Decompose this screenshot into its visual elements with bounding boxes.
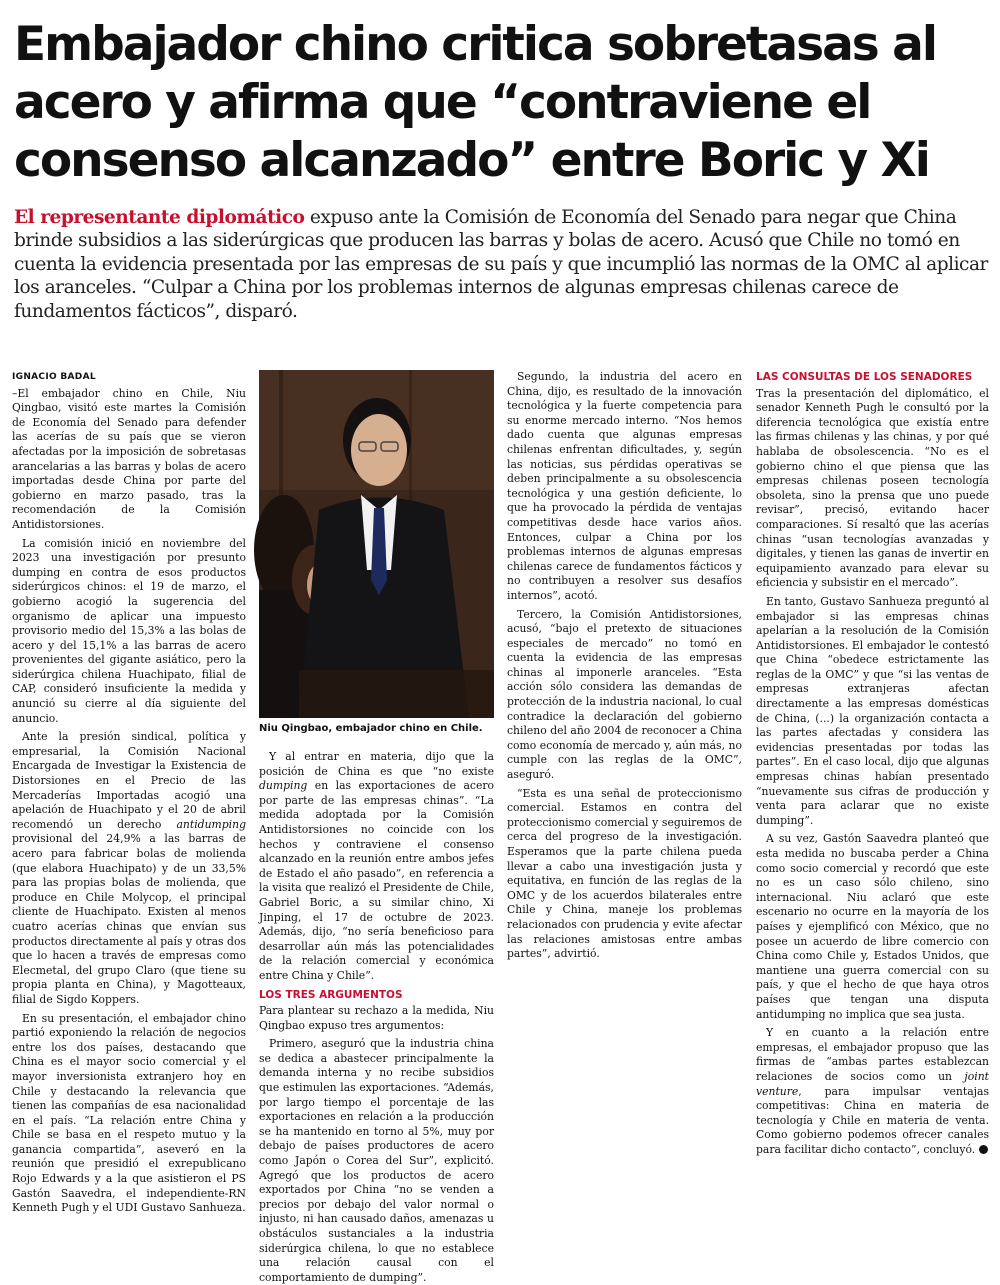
paragraph-13: A su vez, Gastón Saavedra planteó que esta medida no buscaba perder a China como socio comercial y recordó que este no es un caso sólo chileno, sino internacional. Niu aclaró que este escenario no ocurre en la mayoría de los países y ejemplificó con México, que no posee un acuerdo de libre comercio con China como Chile y, Estados Unidos, que mantiene una guerra comercial con su país, y que el hecho de que haya otros países que tengan una disputa antidumping no implica que sea justa. [756,832,989,1021]
subhead-consultas: LAS CONSULTAS DE LOS SENADORES [756,371,973,383]
paragraph-14-a: Y en cuanto a la relación entre empresas, el embajador propuso que las firmas de “ambas partes establezcan relaciones de socios como un [756,1026,989,1083]
column-4 [756,370,994,1165]
paragraph-1: –El embajador chino en Chile, Niu Qingbao, visitó este martes la Comisión de Economía del Senado para defender las acerías de su país que se vieron afectadas por la imposición de sobretasas arancelarias a las barras y bolas de acero importadas desde China por parte del gobierno en marzo pasado, tras la recomendación de la Comisión Antidistorsiones. [12,386,246,531]
byline: IGNACIO BADAL [12,372,96,382]
paragraph-7: Primero, aseguró que la industria china se dedica a abastecer principalmente la demanda interna y no recibe subsidios que estimulen las exportaciones. “Además, por largo tiempo el porcentaje de las exportaciones en relación a la producción se ha mantenido en torno al 5%, muy por debajo de países productores de acero como Japón o Corea del Sur”, explicitó. Agregó que los productos de acero exportados por China “no se venden a precios por debajo del valor normal o injusto, ni han causado daños, amenazas u obstáculos sustanciales a la industria siderúrgica chilena, lo que no establece una relación causal con el comportamiento de dumping”. [259,1037,494,1284]
paragraph-5-b: en las exportaciones de acero por parte de las empresas chinas”. “La medida adoptada por la Comisión Antidistorsiones no coincide con los hechos y contraviene el consenso alcanzado en la reunión entre ambos jefes de Estado el año pasado”, en referencia a la visita que realizó el Presidente de Chile, Gabriel Boric, a su similar chino, Xi Jinping, el 17 de octubre de 2023. Además, dijo, “no sería beneficioso para desarrollar aún más las potencialidades de la relación comercial y económica entre China y Chile”. [259,779,494,982]
paragraph-3 [12,730,246,1007]
paragraph-14 [756,1026,994,1157]
paragraph-14-b: , para impulsar ventajas competitivas: China en materia de tecnología y Chile en materia de venta. Como gobierno podemos ofrecer canales para facilitar dicho contacto”, concluyó. [756,1084,989,1156]
paragraph-14-em: joint venture [756,1069,989,1098]
ambassador-photo [259,370,494,718]
column-1 [12,370,246,1215]
subhead-tres-argumentos: LOS TRES ARGUMENTOS [259,988,403,1001]
lede-lead: El representante diplomático [14,207,305,228]
paragraph-5-em: dumping [259,779,308,793]
paragraph-6: Para plantear su rechazo a la medida, Niu Qingbao expuso tres argumentos: [259,1004,494,1032]
paragraph-9: Tercero, la Comisión Antidistorsiones, acusó, “bajo el pretexto de situaciones especiales de mercado” no tomó en cuenta la evidencia de las empresas chinas al imponerle aranceles. “Esta acción sólo considera las demandas de protección de la industria nacional, lo cual contradice la declaración del gobierno chileno del año 2004 de reconocer a China como economía de mercado y, aún más, no cumple con las reglas de la OMC”, aseguró. [507,607,742,782]
paragraph-3-a: Ante la presión sindical, política y empresarial, la Comisión Nacional Encargada de Investigar la Existencia de Distorsiones en el Precio de las Mercaderías Importadas acogió una apelación de Huachipato y el 20 de abril recomendó un derecho [12,730,246,831]
column-3 [507,370,742,1165]
paragraph-8: Segundo, la industria del acero en China, dijo, es resultado de la innovación tecnológica y la fuerte competencia para su enorme mercado interno. “Nos hemos dado cuenta que algunas empresas chilenas enfrentan dificultades, y, según las noticias, sus pérdidas operativas se deben principalmente a su obsolescencia tecnológica y una gestión deficiente, lo que ha provocado la pérdida de ventajas competitivas desde hace varios años. Entonces, culpar a China por los problemas internos de algunas empresas chilenas carece de fundamentos fácticos y no contribuyen a resolver sus desafíos internos”, acotó. [507,370,742,602]
end-mark-icon: P [979,1145,988,1154]
photo-illustration [259,370,494,718]
paragraph-10: “Esta es una señal de proteccionismo comercial. Estamos en contra del proteccionismo comercial y seguiremos de cerca del progreso de la investigación. Esperamos que la parte chilena pueda llevar a cabo una investigación justa y equitativa, en función de las reglas de la OMC y de los acuerdos bilaterales entre Chile y China, maneje los problemas relacionados con prudencia y evite afectar las relaciones amistosas entre ambas partes”, advirtió. [507,786,742,961]
headline: Embajador chino critica sobretasas al acero y afirma que “contraviene el consenso alcanzado” entre Boric y Xi [14,17,936,188]
lede-text: expuso ante la Comisión de Economía del Senado para negar que China brinde subsidios a las siderúrgicas que producen las barras y bolas de acero. Acusó que Chile no tomó en cuenta la evidencia presentada por las empresas de su país y que incumplió las normas de la OMC al aplicar los aranceles. “Culpar a China por los problemas internos de algunas empresas chilenas carece de fundamentos fácticos”, disparó. [14,207,988,322]
paragraph-5-a: Y al entrar en materia, dijo que la posición de China es que “no existe [259,750,494,778]
paragraph-2: La comisión inició en noviembre del 2023 una investigación por presunto dumping en contra de esos productos siderúrgicos chinos: el 19 de marzo, el gobierno acogió la sugerencia del organismo de aplicar una impuesto provisorio medio del 15,3% a las bolas de acero y del 15,1% a las barras de acero provenientes del gigante asiático, pero la siderúrgica chilena Huachipato, filial de CAP, consideró insuficiente la medida y anunció su cierre al día siguiente del anuncio. [12,536,246,725]
paragraph-3-em: antidumping [176,817,246,831]
paragraph-5 [259,750,494,984]
photo-caption: Niu Qingbao, embajador chino en Chile. [259,723,483,734]
paragraph-11: Tras la presentación del diplomático, el senador Kenneth Pugh le consultó por la diferencia tecnológica que existía entre las firmas chilenas y las chinas, y por qué hablaba de obsolescencia. “No es el gobierno chino el que piensa que las empresas chilenas poseen tecnología obsoleta, sino la prensa que uno puede revisar”, precisó, evitando hacer comparaciones. Sí resaltó que las acerías chinas “usan tecnologías avanzadas y digitales, y tienen las ganas de invertir en equipamiento avanzado para elevar su eficiencia y subsistir en el mercado”. [756,386,989,590]
lede [14,206,989,323]
column-2 [259,750,494,1284]
paragraph-4: En su presentación, el embajador chino partió exponiendo la relación de negocios entre los dos países, destacando que China es el mayor socio comercial y el mayor inversionista extranjero hoy en Chile y destacando la relevancia que tienen las compañías de esa nacionalidad en el país. “La relación entre China y Chile se basa en el respeto mutuo y la ganancia compartida”, aseveró en la reunión que presidió el exrepublicano Rojo Edwards y a la que asistieron el PS Gastón Saavedra, el independiente-RN Kenneth Pugh y el UDI Gustavo Sanhueza. [12,1011,246,1215]
paragraph-12: En tanto, Gustavo Sanhueza preguntó al embajador si las empresas chinas apelarían a la resolución de la Comisión Antidistorsiones. El embajador le contestó que China “obedece estrictamente las reglas de la OMC” y que “si las ventas de empresas extranjeras afectan directamente a las empresas domésticas de China, (...) la organización contacta a las partes afectadas y considera las evidencias presentadas por todas las partes”. En el caso local, dijo que algunas empresas chinas habían presentado “nuevamente sus cifras de producción y venta para aclarar que no existe dumping”. [756,594,989,827]
paragraph-3-b: provisional del 24,9% a las barras de acero para fabricar bolas de molienda (que elabora Huachipato) y de un 33,5% para las propias bolas de molienda, que produce en Chile Molycop, el principal cliente de Huachipato. Existen al menos cuatro acerías chinas que envían sus productos directamente al país y otras dos que lo hacen a través de empresas como Elecmetal, del grupo Claro (que tiene su propia planta en China), y Magotteaux, filial de Sigdo Koppers. [12,832,246,1006]
